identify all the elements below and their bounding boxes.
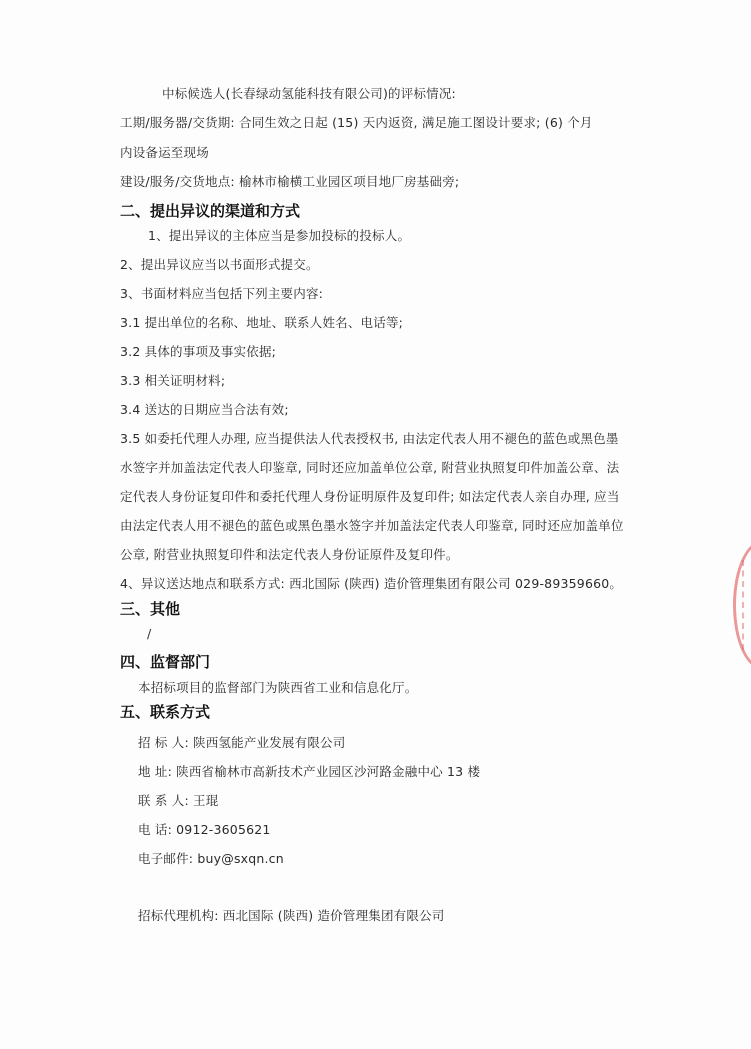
other-placeholder: /	[147, 626, 152, 641]
contact-email: 电子邮件: buy@sxqn.cn	[138, 851, 284, 866]
contact-tenderer: 招 标 人: 陕西氢能产业发展有限公司	[138, 735, 346, 750]
red-seal-stamp-inner	[742, 560, 751, 650]
objection-item-3-5-cont2: 定代表人身份证复印件和委托代理人身份证明原件及复印件; 如法定代表人亲自办理, 应当	[120, 489, 620, 504]
objection-item-3-2: 3.2 具体的事项及事实依据;	[120, 344, 277, 359]
delivery-location-line: 建设/服务/交货地点: 榆林市榆横工业园区项目地厂房基础旁;	[120, 174, 460, 189]
contact-phone: 电 话: 0912-3605621	[138, 822, 271, 837]
contact-person: 联 系 人: 王琨	[138, 793, 219, 808]
schedule-line: 工期/服务器/交货期: 合同生效之日起 (15) 天内返资, 满足施工图设计要求; (6) 个月	[120, 115, 593, 130]
objection-item-3-3: 3.3 相关证明材料;	[120, 373, 226, 388]
objection-item-2: 2、提出异议应当以书面形式提交。	[120, 257, 319, 272]
section-heading-other: 三、其他	[120, 600, 181, 618]
bid-candidate-line: 中标候选人(长春绿动氢能科技有限公司)的评标情况:	[162, 86, 456, 101]
contact-address: 地 址: 陕西省榆林市高新技术产业园区沙河路金融中心 13 楼	[138, 764, 481, 779]
objection-item-4: 4、异议送达地点和联系方式: 西北国际 (陕西) 造价管理集团有限公司 029-89359660。	[120, 576, 623, 591]
objection-item-3-5-cont4: 公章, 附营业执照复印件和法定代表人身份证原件及复印件。	[120, 547, 459, 562]
objection-item-3-5-cont1: 水签字并加盖法定代表人印鉴章, 同时还应加盖单位公章, 附营业执照复印件加盖公章、法	[120, 460, 620, 475]
objection-item-3-4: 3.4 送达的日期应当合法有效;	[120, 402, 289, 417]
section-heading-objection: 二、提出异议的渠道和方式	[120, 202, 301, 220]
objection-item-3-5: 3.5 如委托代理人办理, 应当提供法人代表授权书, 由法定代表人用不褪色的蓝色或黑色墨	[120, 431, 619, 446]
objection-item-3-5-cont3: 由法定代表人用不褪色的蓝色或黑色墨水签字并加盖法定代表人印鉴章, 同时还应加盖单位	[120, 518, 624, 533]
objection-item-3-1: 3.1 提出单位的名称、地址、联系人姓名、电话等;	[120, 315, 404, 330]
objection-item-3: 3、书面材料应当包括下列主要内容:	[120, 286, 324, 301]
agency-line: 招标代理机构: 西北国际 (陕西) 造价管理集团有限公司	[138, 908, 445, 923]
section-heading-supervision: 四、监督部门	[120, 653, 211, 671]
supervision-line: 本招标项目的监督部门为陕西省工业和信息化厅。	[138, 680, 418, 695]
schedule-line-cont: 内设备运至现场	[120, 145, 209, 160]
section-heading-contact: 五、联系方式	[120, 703, 211, 721]
objection-item-1: 1、提出异议的主体应当是参加投标的投标人。	[148, 228, 411, 243]
